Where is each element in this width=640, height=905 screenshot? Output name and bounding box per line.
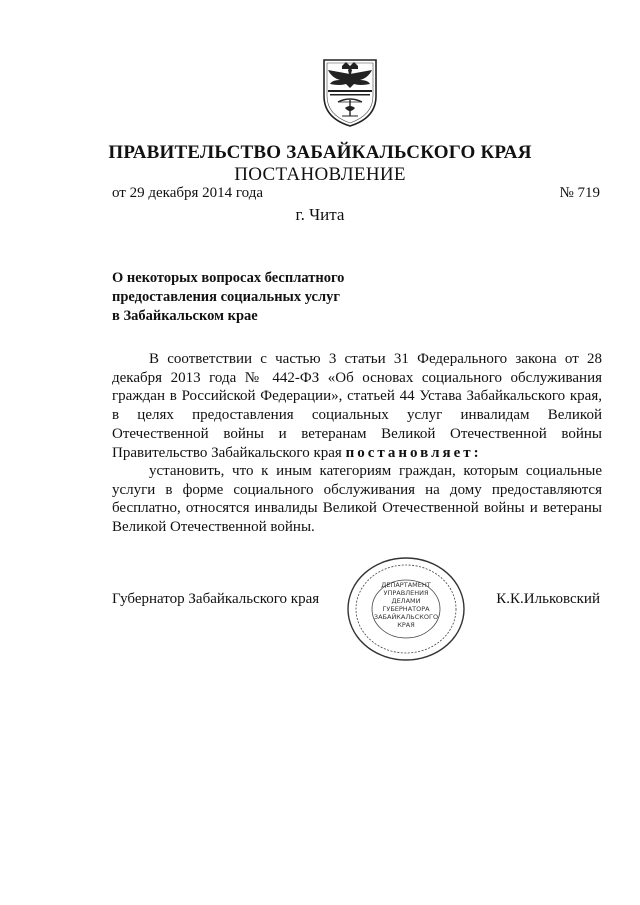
operative-paragraph: установить, что к иным категориям граждан, которым социальные услуги в форме социального обслуживания на дому предоставляются бесплатно, относятся инвалиды Великой Отечественной войны и ветераны Великой Отечественной войны.: [112, 463, 602, 536]
document-date: от 29 декабря 2014 года: [112, 185, 264, 201]
resolves-word: постановляет:: [345, 444, 482, 461]
stamp-text: [345, 581, 467, 629]
document-type: ПОСТАНОВЛЕНИЕ: [234, 164, 406, 185]
official-stamp-icon: [345, 555, 467, 663]
signer-position: Губернатор Забайкальского края: [112, 591, 320, 607]
signer-name: К.К.Ильковский: [496, 591, 600, 607]
subject-line-3: в Забайкальском крае: [112, 308, 258, 324]
stamp-line-4: ГУБЕРНАТОРА: [382, 605, 430, 613]
stamp-line-6: КРАЯ: [397, 621, 415, 629]
subject-line-2: предоставления социальных услуг: [112, 289, 340, 305]
stamp-line-3: ДЕЛАМИ: [391, 597, 421, 605]
document-city: г. Чита: [295, 205, 345, 224]
government-title: ПРАВИТЕЛЬСТВО ЗАБАЙКАЛЬСКОГО КРАЯ: [108, 142, 532, 163]
preamble-text: В соответствии с частью 3 статьи 31 Федерального закона от 28 декабря 2013 года № 442-ФЗ «Об основах социального обслуживания граждан в Российской Федерации», статьей 44 Устава Забайкальского края, в целях предоставления социальных услуг инвалидам Великой Отечественной войны и ветеранам Великой Отечественной войны Правительство Забайкальского края: [112, 351, 602, 461]
document-subject: [112, 269, 412, 326]
stamp-line-2: УПРАВЛЕНИЯ: [383, 589, 429, 597]
stamp-line-5: ЗАБАЙКАЛЬСКОГО: [373, 613, 439, 621]
stamp-line-1: ДЕПАРТАМЕНТ: [381, 581, 431, 589]
preamble-paragraph: [112, 350, 602, 462]
subject-line-1: О некоторых вопросах бесплатного: [112, 270, 345, 286]
document-number: № 719: [559, 185, 600, 201]
coat-of-arms-icon: [318, 56, 382, 128]
